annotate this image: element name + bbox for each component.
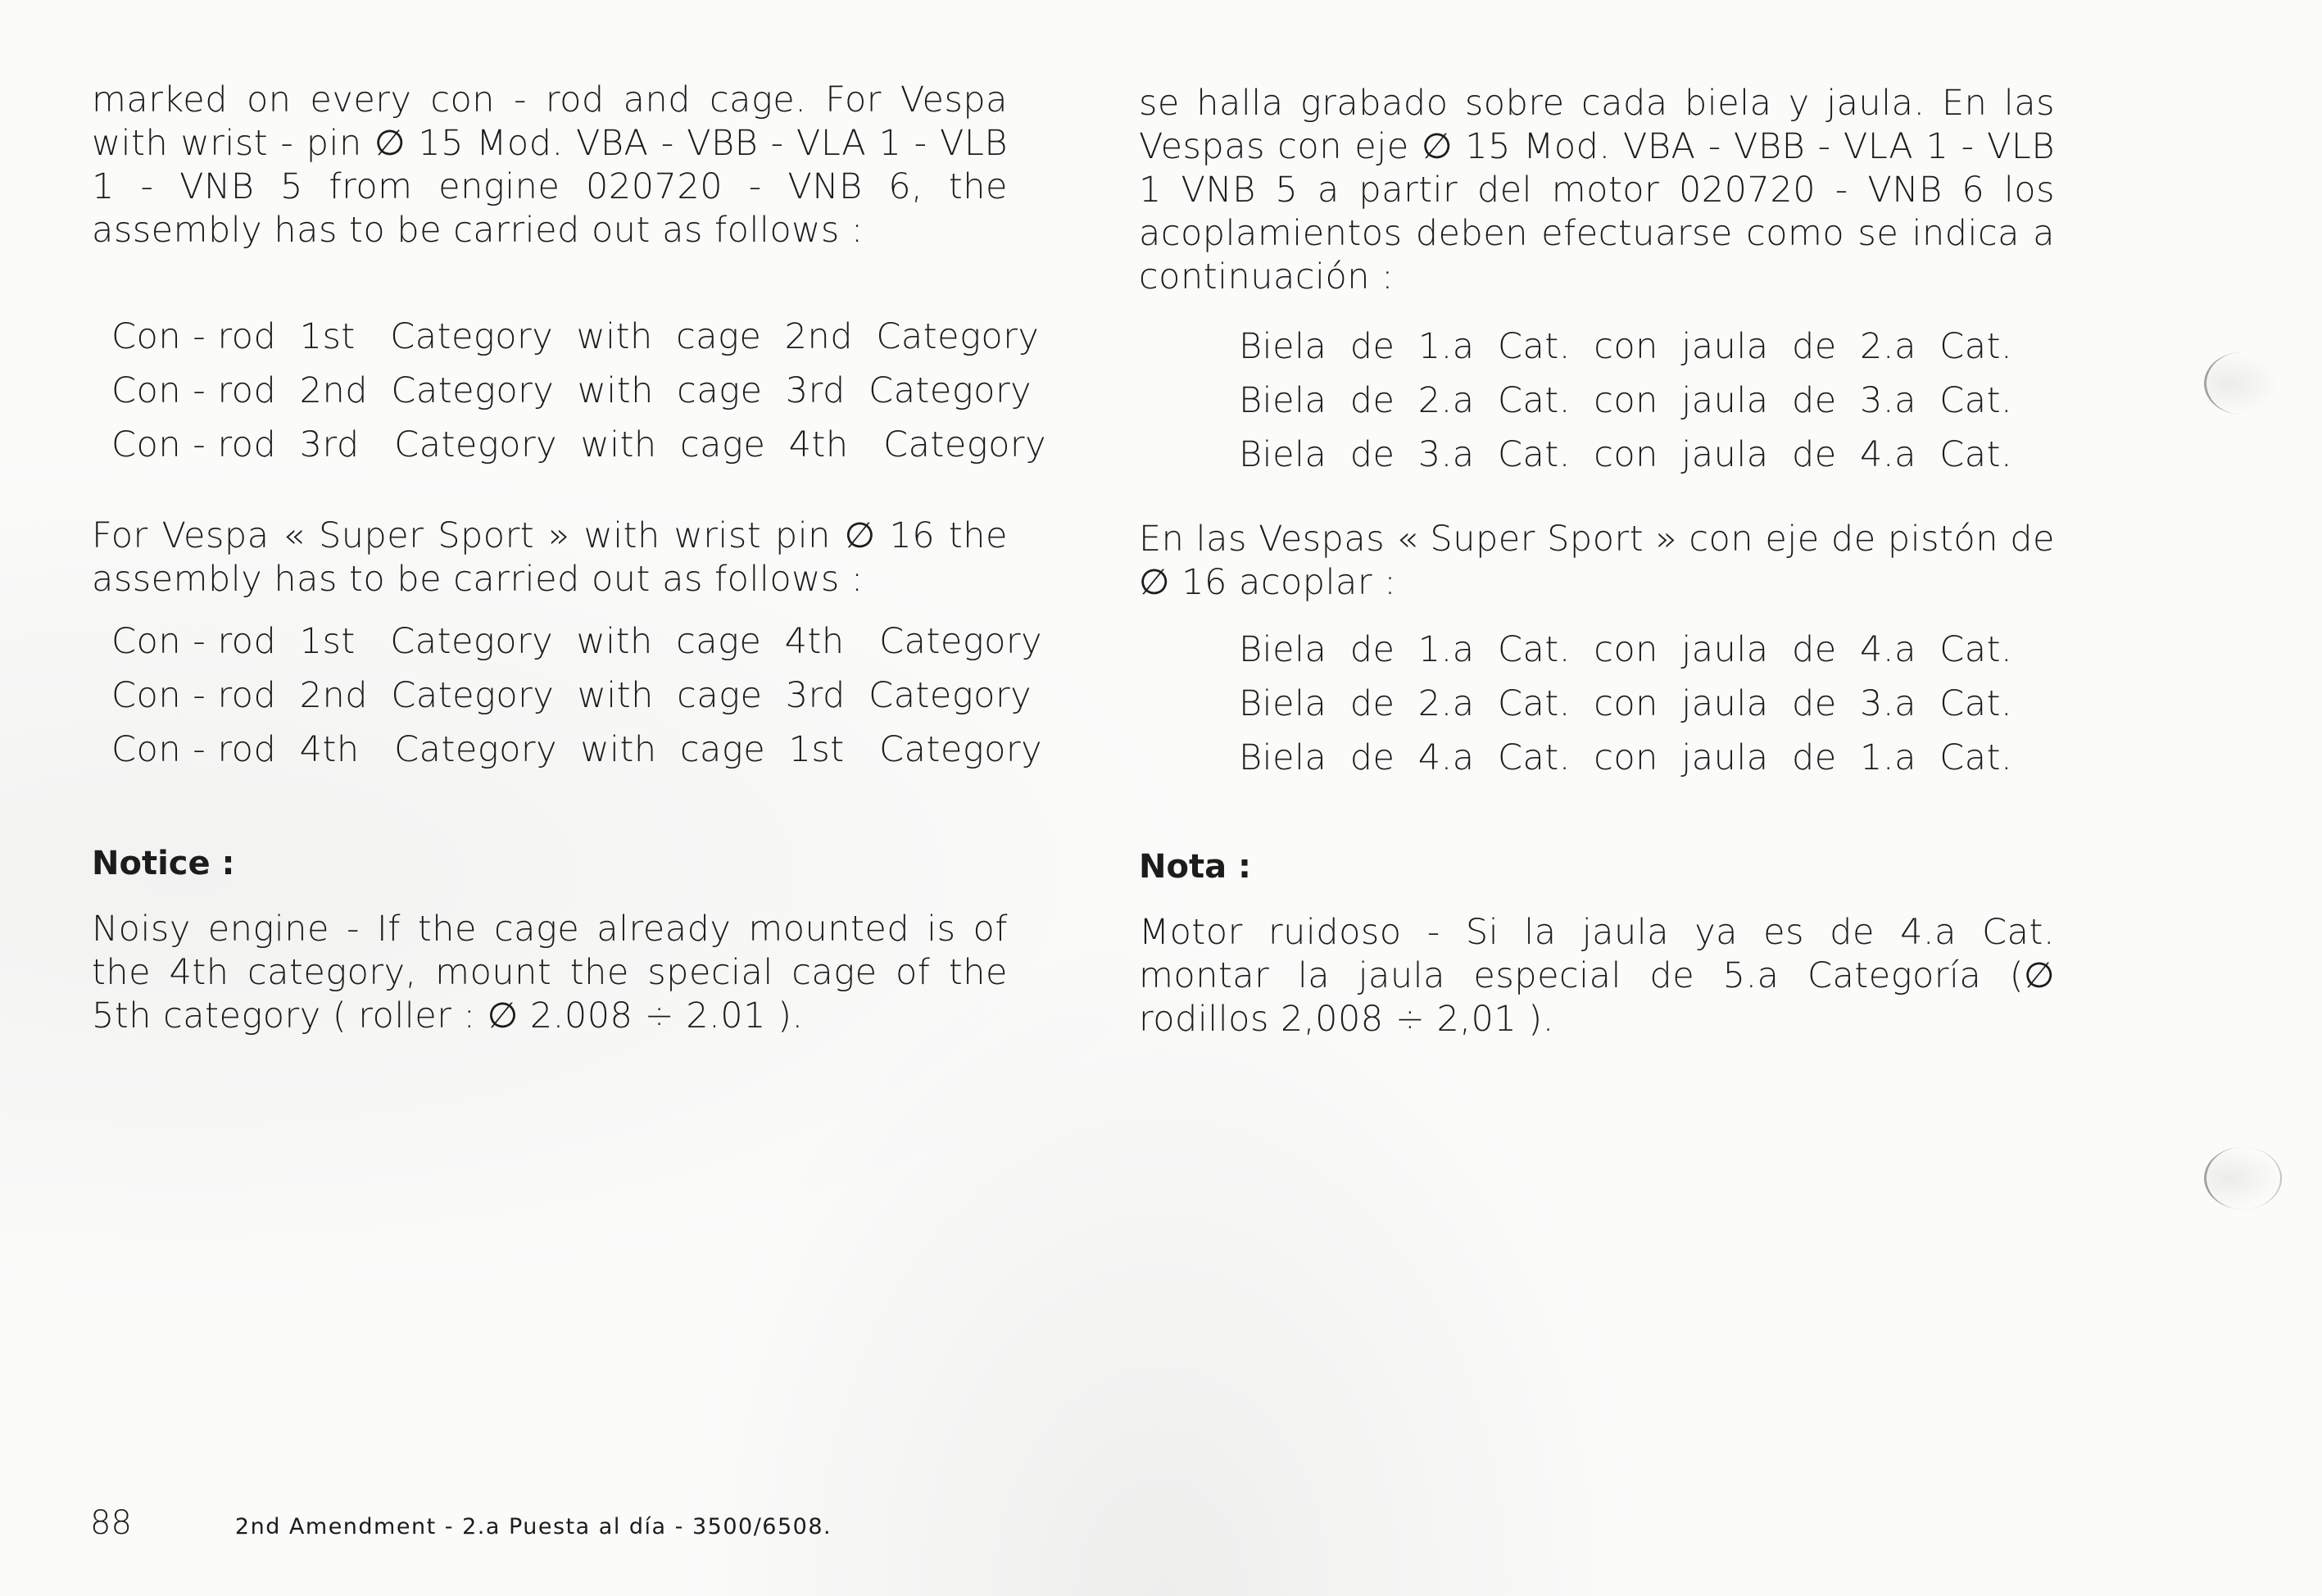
list-item: Con - rod 1st Category with cage 2nd Category (111, 316, 1040, 357)
intro-paragraph: se halla grabado sobre cada biela y jaula. En las Vespas con eje ∅ 15 Mod. VBA - VBB - VLA 1 - VLB 1 VNB 5 a partir del motor 020720 - VNB 6 los acoplamientos deben efectuarse como se indica a continuación : (1139, 83, 2055, 297)
super-sport-paragraph: En las Vespas « Super Sport » con eje de pistón de ∅ 16 acoplar : (1139, 519, 2055, 603)
standard-pairing-list (1139, 320, 2055, 482)
intro-paragraph: marked on every con - rod and cage. For Vespa with wrist - pin ∅ 15 Mod. VBA - VBB - VLA 1 - VLB 1 - VNB 5 from engine 020720 - VNB 6, the assembly has to be carried out as follows : (92, 79, 1008, 251)
list-item: Con - rod 2nd Category with cage 3rd Category (111, 370, 1032, 411)
notice-paragraph: Noisy engine - If the cage already mounted is of the 4th category, mount the special cage of the 5th category ( roller : ∅ 2.008 ÷ 2.01 ). (92, 909, 1008, 1036)
list-item: Con - rod 4th Category with cage 1st Category (111, 729, 1043, 770)
super-sport-paragraph: For Vespa « Super Sport » with wrist pin ∅ 16 the assembly has to be carried out as follows : (92, 515, 1008, 600)
list-item: Con - rod 1st Category with cage 4th Category (111, 621, 1043, 662)
list-item: Biela de 2.a Cat. con jaula de 3.a Cat. (1239, 683, 2013, 724)
binder-hole-icon (2204, 352, 2280, 415)
list-item: Con - rod 2nd Category with cage 3rd Category (111, 675, 1032, 716)
page-footer (90, 1504, 832, 1542)
list-item: Biela de 1.a Cat. con jaula de 2.a Cat. (1239, 326, 2013, 367)
nota-paragraph: Motor ruidoso - Si la jaula ya es de 4.a Cat. montar la jaula especial de 5.a Categoría (∅ rodillos 2,008 ÷ 2,01 ). (1139, 912, 2055, 1040)
binder-hole-icon (2204, 1147, 2282, 1209)
list-item: Biela de 2.a Cat. con jaula de 3.a Cat. (1239, 380, 2013, 421)
list-item: Con - rod 3rd Category with cage 4th Category (111, 424, 1047, 465)
super-sport-pairing-list (1139, 623, 2055, 785)
list-item: Biela de 3.a Cat. con jaula de 4.a Cat. (1239, 434, 2013, 475)
list-item: Biela de 1.a Cat. con jaula de 4.a Cat. (1239, 629, 2013, 670)
standard-pairing-list (92, 310, 1047, 472)
amendment-note: 2nd Amendment - 2.a Puesta al día - 3500/6508. (234, 1514, 832, 1539)
list-item: Biela de 4.a Cat. con jaula de 1.a Cat. (1239, 737, 2013, 778)
page-number: 88 (90, 1504, 132, 1542)
super-sport-pairing-list (92, 614, 1043, 777)
notice-heading: Notice : (92, 845, 235, 882)
nota-heading: Nota : (1139, 848, 1251, 886)
